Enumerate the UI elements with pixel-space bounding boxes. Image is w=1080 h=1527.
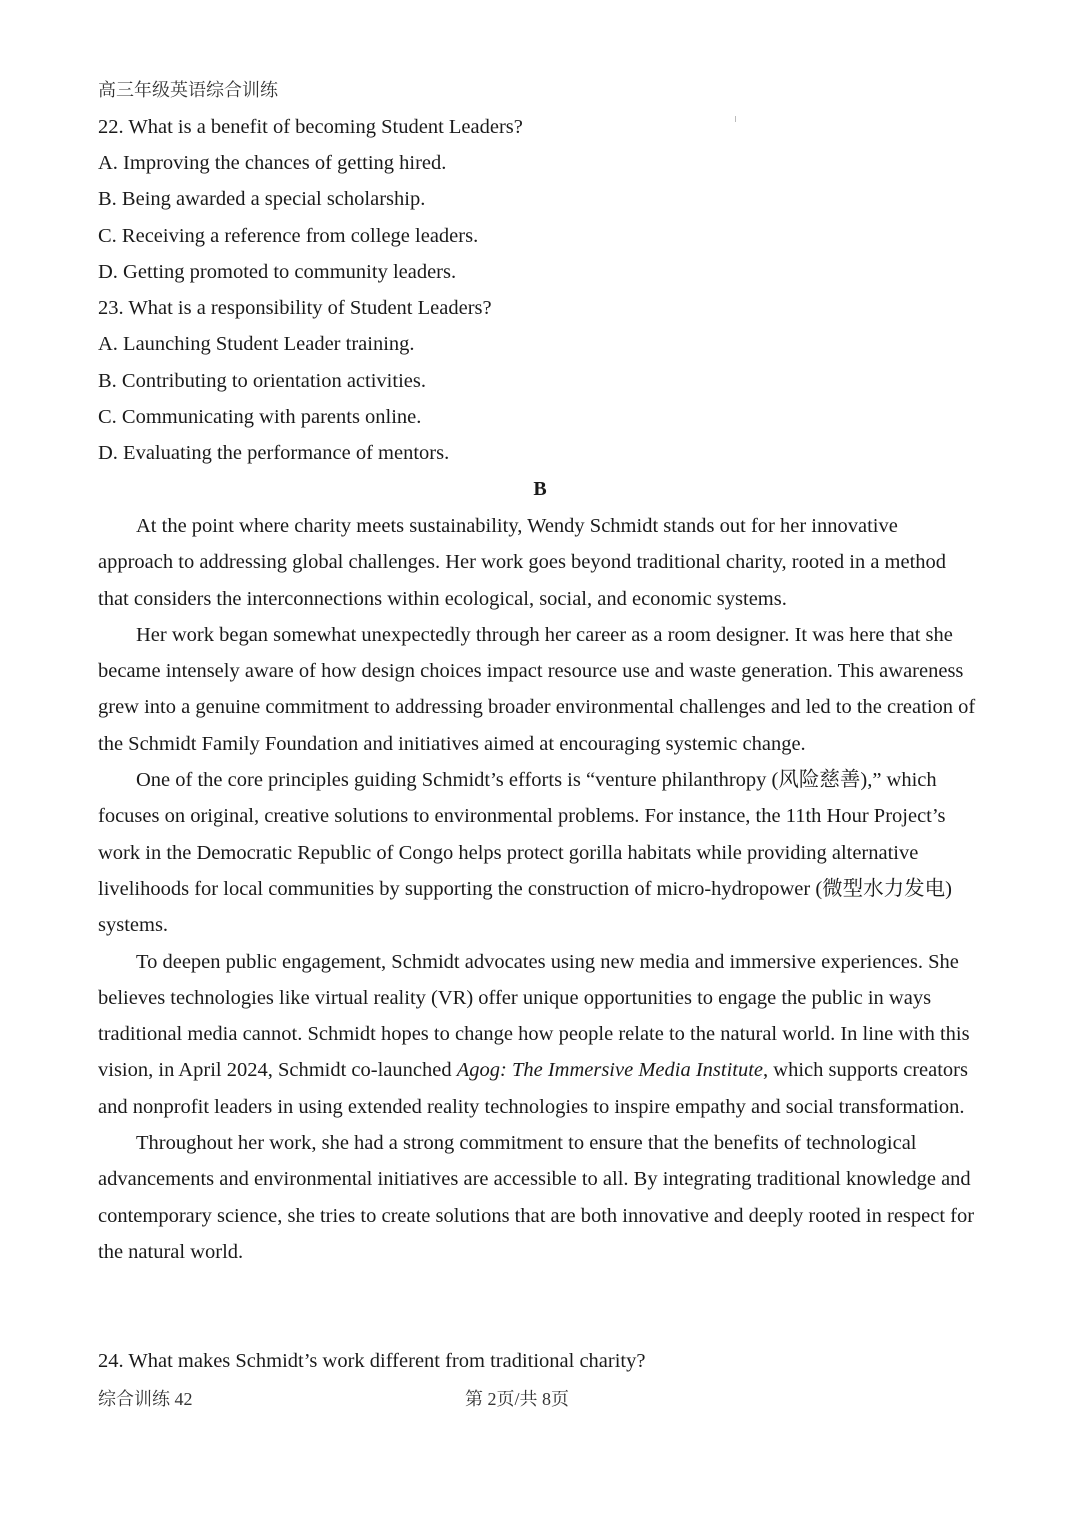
question-stem: 22. What is a benefit of becoming Student Leaders? (98, 116, 523, 138)
option-d: D. Evaluating the performance of mentors. (98, 442, 450, 464)
option-c: C. Receiving a reference from college leaders. (98, 225, 479, 247)
document-header: 高三年级英语综合训练 (98, 80, 278, 100)
paragraph-4 (98, 944, 978, 1125)
passage (98, 508, 978, 1270)
option-a: A. Launching Student Leader training. (98, 333, 415, 355)
option-a: A. Improving the chances of getting hired. (98, 152, 447, 174)
page-number: 第 2页/共 8页 (465, 1389, 570, 1409)
paragraph-4-text-end: , which supports creators and nonprofit leaders in using extended reality technologies to inspire empathy and social transformation. (98, 1059, 968, 1118)
paragraph-1: At the point where charity meets sustainability, Wendy Schmidt stands out for her innovative approach to addressing global challenges. Her work goes beyond traditional charity, rooted in a method that considers the interconnections within ecological, social, and economic systems. (98, 515, 947, 610)
footer-label: 综合训练 42 (98, 1389, 193, 1409)
option-d: D. Getting promoted to community leaders. (98, 261, 457, 283)
question-stem: 23. What is a responsibility of Student Leaders? (98, 297, 492, 319)
question-24-stem: 24. What makes Schmidt’s work different from traditional charity? (98, 1350, 646, 1372)
paragraph-4-text: To deepen public engagement, Schmidt advocates using new media and immersive experiences. She believes technologies like virtual reality (VR) offer unique opportunities to engage the public in ways traditional media cannot. Schmidt hopes to change how people relate to the natural world. In line with this vision, in April 2024, Schmidt co-launched (98, 950, 970, 1082)
section-heading: B (533, 478, 547, 500)
paragraph-2: Her work began somewhat unexpectedly through her career as a room designer. It was here that she became intensely aware of how design choices impact resource use and waste generation. This awareness grew into a genuine commitment to addressing broader environmental challenges and led to the creation of the Schmidt Family Foundation and initiatives aimed at encouraging systemic change. (98, 623, 976, 755)
option-b: B. Being awarded a special scholarship. (98, 188, 426, 210)
paragraph-5: Throughout her work, she had a strong commitment to ensure that the benefits of technological advancements and environmental initiatives are accessible to all. By integrating traditional knowledge and contemporary science, she tries to create solutions that are both innovative and deeply rooted in respect for the natural world. (98, 1132, 975, 1263)
institute-name: Agog: The Immersive Media Institute (456, 1059, 764, 1082)
option-b: B. Contributing to orientation activities. (98, 370, 426, 392)
scan-mark (735, 116, 736, 122)
option-c: C. Communicating with parents online. (98, 406, 422, 428)
paragraph-3: One of the core principles guiding Schmidt’s efforts is “venture philanthropy (风险慈善),” which focuses on original, creative solutions to environmental problems. For instance, the 11th Hour Project’s work in the Democratic Republic of Congo helps protect gorilla habitats while providing alternative livelihoods for local communities by supporting the construction of micro-hydropower (微型水力发电) systems. (98, 769, 953, 937)
